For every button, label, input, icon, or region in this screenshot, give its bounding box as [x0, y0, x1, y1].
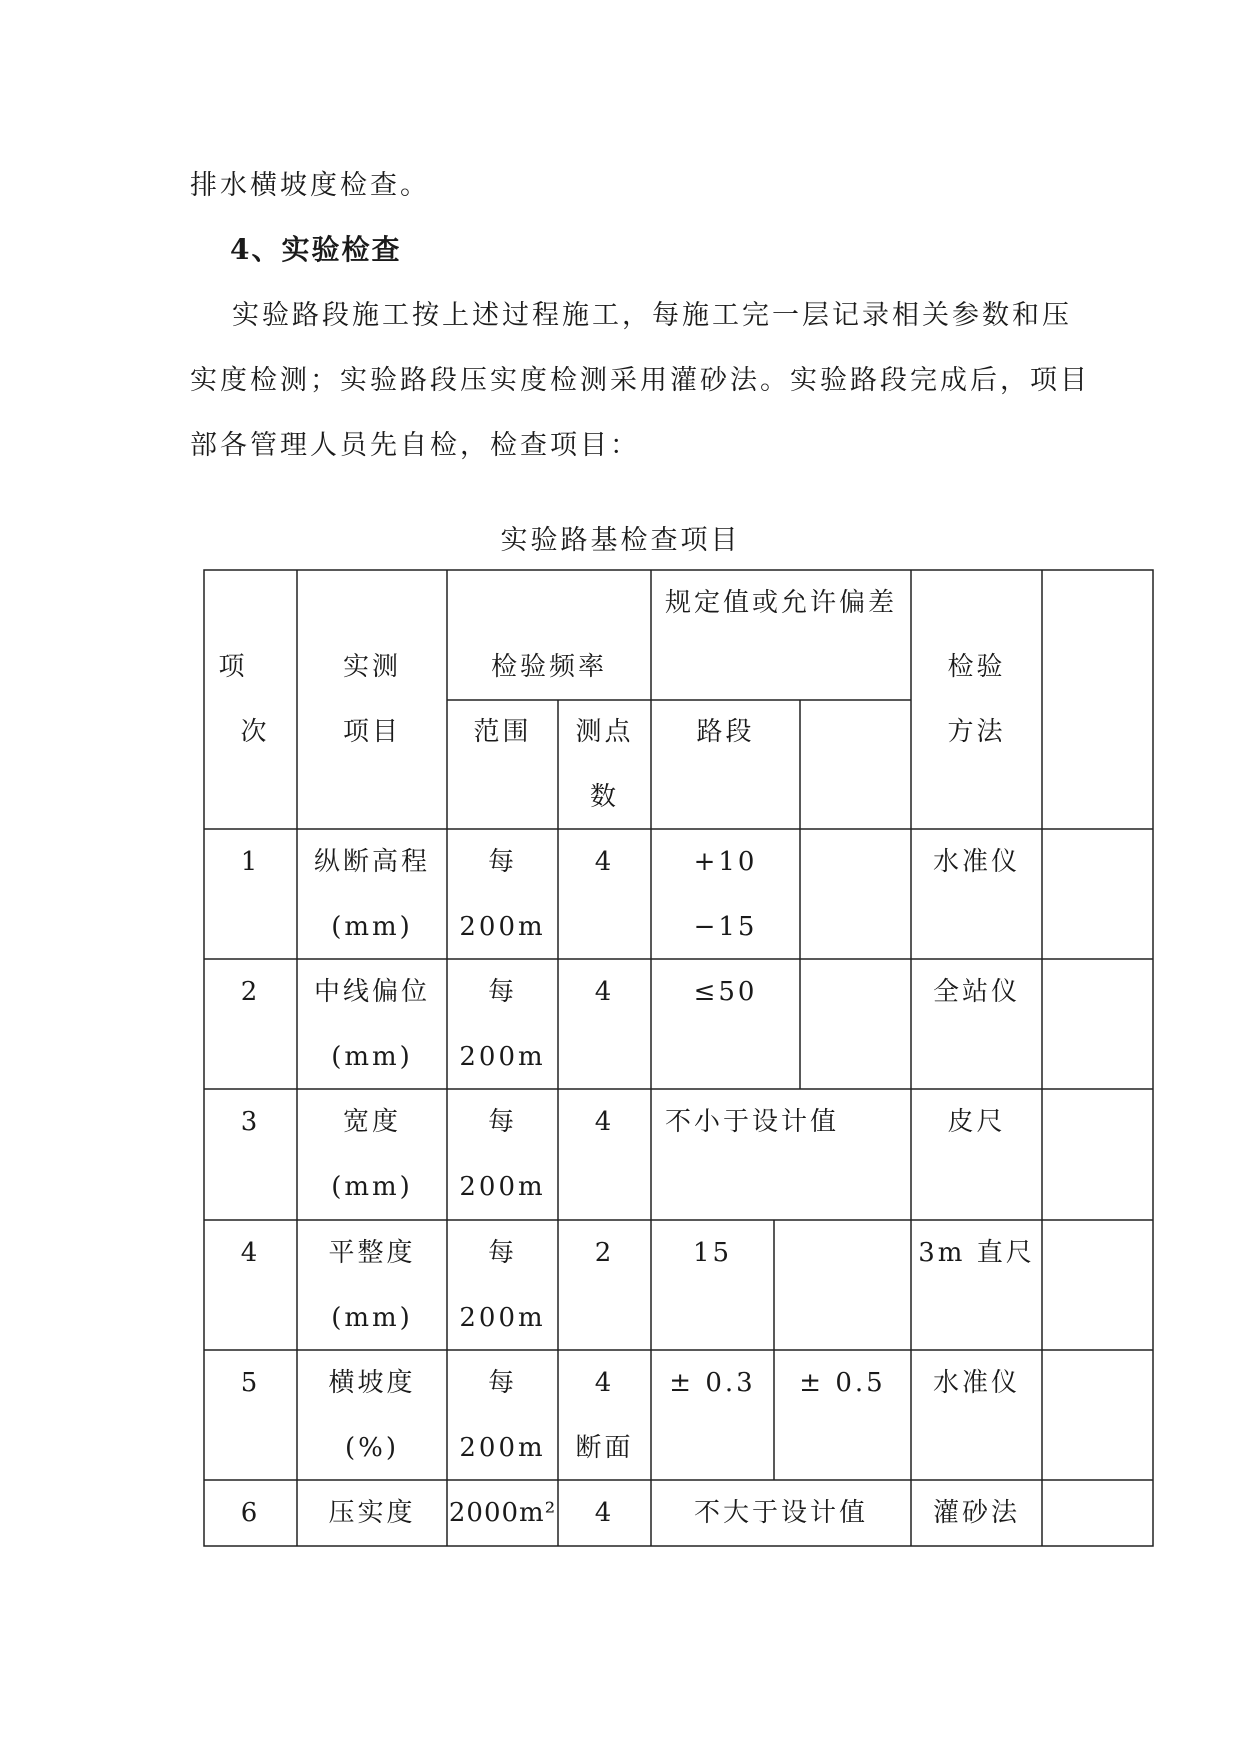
row-1-method: 水准仪	[932, 847, 1020, 877]
row-2-unit: (mm)	[331, 1042, 413, 1072]
row-3-range: 每	[487, 1107, 517, 1137]
header-index-1: 项	[218, 652, 248, 682]
row-5-points-2: 断面	[575, 1433, 634, 1463]
row-5-no: 5	[240, 1368, 261, 1398]
row-2-range-2: 200m	[459, 1042, 546, 1072]
row-2-points: 4	[594, 977, 615, 1007]
row-5-method: 水准仪	[932, 1368, 1020, 1398]
row-4-points: 2	[594, 1238, 615, 1268]
row-1-points: 4	[594, 847, 615, 877]
row-2-range: 每	[487, 977, 517, 1007]
row-6-item: 压实度	[328, 1498, 416, 1528]
row-3-item: 宽度	[342, 1107, 401, 1137]
row-3-no: 3	[240, 1107, 261, 1137]
row-3-points: 4	[594, 1107, 615, 1137]
header-item-1: 实测	[342, 652, 401, 682]
row-2-method: 全站仪	[932, 977, 1020, 1007]
row-5-item: 横坡度	[328, 1368, 416, 1398]
header-range: 范围	[473, 717, 532, 747]
row-3-method: 皮尺	[947, 1107, 1006, 1137]
row-5-points: 4	[594, 1368, 615, 1398]
row-5-unit: (%)	[345, 1433, 399, 1463]
paragraph-line-1: 排水横坡度检查。	[190, 170, 430, 201]
row-3-spec: 不小于设计值	[665, 1107, 840, 1137]
row-6-points: 4	[594, 1498, 615, 1528]
row-1-item: 纵断高程	[313, 847, 430, 877]
table-caption: 实验路基检查项目	[500, 525, 741, 556]
row-4-range: 每	[487, 1238, 517, 1268]
row-5-spec-b: ± 0.5	[799, 1368, 886, 1398]
row-1-spec-2: −15	[693, 912, 758, 942]
header-frequency: 检验频率	[490, 652, 607, 682]
section-heading: 4、实验检查	[230, 233, 402, 266]
paragraph-line-2: 实验路段施工按上述过程施工，每施工完一层记录相关参数和压	[232, 300, 1072, 331]
header-index-2: 次	[240, 717, 270, 747]
row-4-spec: 15	[692, 1238, 733, 1268]
row-3-unit: (mm)	[331, 1172, 413, 1202]
header-road: 路段	[696, 717, 755, 747]
row-1-range-2: 200m	[459, 912, 546, 942]
row-5-range-2: 200m	[459, 1433, 546, 1463]
row-3-range-2: 200m	[459, 1172, 546, 1202]
row-6-spec: 不大于设计值	[693, 1498, 868, 1528]
row-2-spec: ≤50	[693, 977, 758, 1007]
row-1-unit: (mm)	[331, 912, 413, 942]
paragraph-line-3: 实度检测；实验路段压实度检测采用灌砂法。实验路段完成后，项目	[190, 365, 1090, 396]
row-4-no: 4	[240, 1238, 261, 1268]
row-1-no: 1	[240, 847, 261, 877]
header-points-1: 测点	[575, 717, 634, 747]
header-spec: 规定值或允许偏差	[664, 588, 897, 618]
row-6-range: 2000m²	[448, 1498, 557, 1528]
header-points-2: 数	[589, 782, 619, 812]
row-6-method: 灌砂法	[932, 1498, 1020, 1528]
header-method-2: 方法	[947, 717, 1006, 747]
row-5-range: 每	[487, 1368, 517, 1398]
header-method-1: 检验	[947, 652, 1006, 682]
row-5-spec: ± 0.3	[669, 1368, 756, 1398]
row-4-item: 平整度	[328, 1238, 416, 1268]
row-6-no: 6	[240, 1498, 261, 1528]
row-4-unit: (mm)	[331, 1303, 413, 1333]
paragraph-line-4: 部各管理人员先自检，检查项目：	[190, 430, 640, 461]
header-item-2: 项目	[342, 717, 401, 747]
row-1-spec: +10	[693, 847, 758, 877]
row-2-item: 中线偏位	[313, 977, 430, 1007]
row-2-no: 2	[240, 977, 261, 1007]
row-4-range-2: 200m	[459, 1303, 546, 1333]
row-4-method: 3m 直尺	[918, 1238, 1035, 1268]
row-1-range: 每	[487, 847, 517, 877]
